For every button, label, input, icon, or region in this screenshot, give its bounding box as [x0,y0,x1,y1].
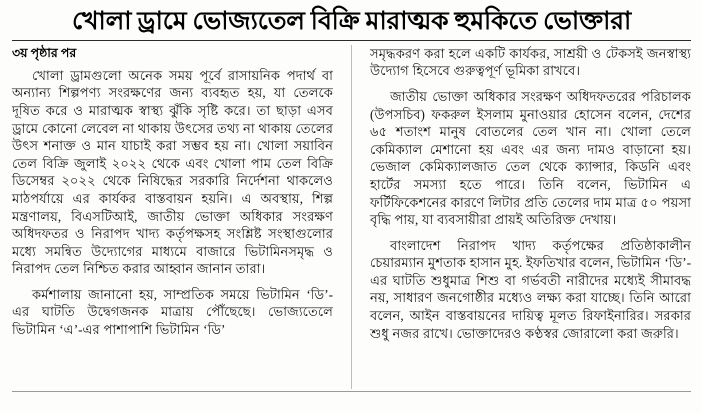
article-columns [12,45,691,389]
column-left [12,45,333,389]
continuation-kicker: ৩য় পৃষ্ঠার পর [12,45,77,60]
footer-divider [12,391,691,392]
page-title: খোলা ড্রামে ভোজ্যতেল বিক্রি মারাত্মক হুমকিতে ভোক্তারা [71,8,632,35]
paragraph: বাংলাদেশ নিরাপদ খাদ্য কর্তৃপক্ষের প্রতিষ্ঠাকালীন চেয়ারম্যান মুশতাক হাসান মুহ. ইফতিখার বলেন, ভিটামিন ‘ডি’-এর ঘাটতি শুধুমাত্র শিশু বা গর্ভবতী নারীদের মধ্যেই সীমাবদ্ধ নয়, সাধারণ জনগোষ্ঠীর মধ্যেও লক্ষ্য করা যাচ্ছে। তিনি আরো বলেন, আইন বাস্তবায়নের দায়িত্ব মূলত রিফাইনারির। সরকার শুধু নজর রাখে। ভোক্তাদেরও কণ্ঠস্বর জোরালো করা জরুরি। [370,237,691,341]
paragraph: কর্মশালায় জানানো হয়, সাম্প্রতিক সময়ে ভিটামিন ‘ডি’-এর ঘাটতি উদ্বেগজনক মাত্রায় পৌঁছেছে। ভোজ্যতেলে ভিটামিন ‘এ’-এর পাশাপাশি ভিটামিন ‘ডি’ [12,286,333,338]
column-right [370,45,691,389]
paragraph: জাতীয় ভোক্তা অধিকার সংরক্ষণ অধিদফতরের পরিচালক (উপসচিব) ফকরুল ইসলাম মুনাওয়ার হোসেন বলেন, দেশের ৬৫ শতাংশ মানুষ বোতলের তেল খান না। খোলা তেলে কেমিক্যাল মেশানো হয় এবং এর জন্য দামও বাড়ানো হয়। ভেজাল কেমিক্যালজাত তেল থেকে ক্যান্সার, কিডনি এবং হার্টের সমস্যা হতে পারে। তিনি বলেন, ভিটামিন এ ফর্টিফিকেশনের কারণে লিটার প্রতি তেলের দাম মাত্র ৫০ পয়সা বৃদ্ধি পায়, যা ব্যবসায়ীরা প্রায়ই অতিরিক্ত দেখায়। [370,88,691,228]
paragraph: খোলা ড্রামগুলো অনেক সময় পূর্বে রাসায়নিক পদার্থ বা অন্যান্য শিল্পপণ্য সংরক্ষণের জন্য ব্যবহৃত হয়, যা তেলকে দূষিত করে ও মারাত্মক স্বাস্থ্য ঝুঁকি সৃষ্টি করে। তা ছাড়া এসব ড্রামে কোনো লেবেল না থাকায় উৎসের তথ্য না থাকায় তেলের উৎস শনাক্ত ও মান যাচাই করা সম্ভব হয় না। খোলা সয়াবিন তেল বিক্রি জুলাই ২০২২ থেকে এবং খোলা পাম তেল বিক্রি ডিসেম্বর ২০২২ থেকে নিষিদ্ধের সরকারি নির্দেশনা থাকলেও মাঠপর্যায়ে এর কার্যকর বাস্তবায়ন হয়নি। এ অবস্থায়, শিল্প মন্ত্রণালয়, বিএসটিআই, জাতীয় ভোক্তা অধিকার সংরক্ষণ অধিদফতর ও নিরাপদ খাদ্য কর্তৃপক্ষসহ সংশ্লিষ্ট সংস্থাগুলোর মধ্যে সমন্বিত উদ্যোগের মাধ্যমে বাজারে ভিটামিনসমৃদ্ধ ও নিরাপদ তেল নিশ্চিত করার আহ্বান জানান তারা। [12,67,333,277]
headline-divider [12,40,691,41]
paragraph: সমৃদ্ধকরণ করা হলে একটি কার্যকর, সাশ্রয়ী ও টেকসই জনস্বাস্থ্য উদ্যোগ হিসেবে গুরুত্বপূর্ণ ভূমিকা রাখবে। [370,45,691,79]
column-divider [351,45,352,389]
